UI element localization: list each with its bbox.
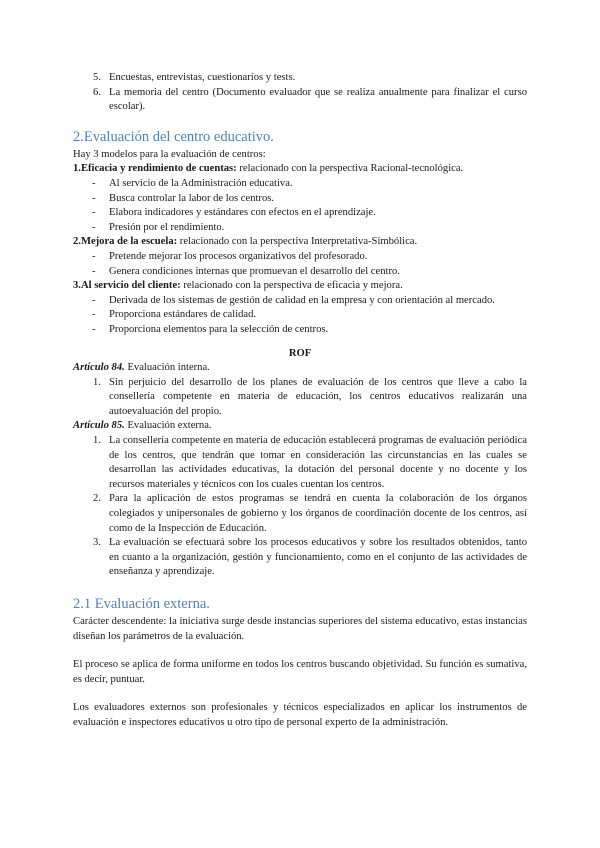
model-heading (73, 162, 527, 177)
model-heading (73, 235, 527, 250)
model-title: 1.Eficacia y rendimiento de cuentas: (73, 163, 237, 175)
page-content (73, 71, 527, 731)
section-heading: 2.1 Evaluación externa. (73, 596, 210, 612)
bullet-item (73, 294, 527, 309)
article-label: Artículo 84. (73, 362, 125, 374)
section-intro: Hay 3 modelos para la evaluación de centros: (73, 148, 266, 160)
list-text: La consellería competente en materia de educación establecerá programas de evaluación periódica de los centros, que tendrán que tomar en consideración las circunstancias en las cuales se desarrollan las actividades educativas, la dotación del personal docente y no docente y los recursos materiales y técnicos con los cuales cuentan los centros. (109, 435, 527, 490)
list-text: Para la aplicación de estos programas se tendrá en cuenta la colaboración de los órganos colegiados y unipersonales de gobierno y los órganos de coordinación docente de los centros, así como de la Inspección de Educación. (109, 493, 527, 534)
list-text: Encuestas, entrevistas, cuestionarios y tests. (109, 72, 296, 83)
dash-bullet: - (92, 192, 96, 204)
list-number: 1. (93, 435, 101, 447)
list-item (73, 71, 527, 86)
dash-bullet: - (92, 294, 96, 306)
list-item (73, 492, 527, 536)
list-number: 5. (93, 72, 101, 83)
model-title: 2.Mejora de la escuela: (73, 236, 178, 248)
dash-bullet: - (92, 265, 96, 277)
list-item (73, 536, 527, 580)
article-label: Artículo 85. (73, 420, 125, 432)
bullet-text: Al servicio de la Administración educativa. (109, 177, 293, 189)
model-title: 3.Al servicio del cliente: (73, 280, 181, 292)
bullet-item (73, 323, 527, 338)
list-text: La evaluación se efectuará sobre los procesos educativos y sobre los resultados obtenidos, tanto en cuanto a la organización, gestión y funcionamiento, como en el conjunto de las actividades de enseñanza y aprendizaje. (109, 537, 527, 578)
paragraph-gap (73, 644, 527, 658)
dash-bullet: - (92, 250, 96, 262)
bullet-item (73, 177, 527, 192)
list-number: 3. (93, 537, 101, 549)
bullet-text: Pretende mejorar los procesos organizativos del profesorado. (109, 250, 368, 262)
bullet-item (73, 206, 527, 221)
paragraph-gap (73, 687, 527, 701)
bullet-text: Busca controlar la labor de los centros. (109, 192, 275, 204)
list-number: 1. (93, 376, 101, 388)
paragraph: El proceso se aplica de forma uniforme en todos los centros buscando objetividad. Su función es sumativa, es decir, puntuar. (73, 659, 527, 685)
list-item (73, 434, 527, 492)
list-item (73, 376, 527, 420)
model-description: relacionado con la perspectiva de eficacia y mejora. (180, 280, 403, 292)
article-title: Evaluación externa. (124, 420, 212, 432)
dash-bullet: - (92, 221, 96, 233)
bullet-item (73, 192, 527, 207)
list-item (73, 86, 527, 115)
article-title: Evaluación interna. (124, 362, 210, 374)
bullet-item (73, 308, 527, 323)
list-number: 6. (93, 86, 101, 98)
section-heading: 2.Evaluación del centro educativo. (73, 128, 274, 145)
dash-bullet: - (92, 323, 96, 335)
article-heading (73, 361, 527, 376)
list-text: La memoria del centro (Documento evaluador que se realiza anualmente para finalizar el curso escolar). (109, 86, 527, 113)
bullet-text: Presión por el rendimiento. (109, 221, 225, 233)
article-heading (73, 419, 527, 434)
model-description: relacionado con la perspectiva Racional-tecnológica. (236, 163, 464, 175)
model-description: relacionado con la perspectiva Interpretativa-Simbólica. (177, 236, 418, 248)
bullet-item (73, 265, 527, 280)
bullet-text: Derivada de los sistemas de gestión de calidad en la empresa y con orientación al mercado. (109, 294, 495, 306)
bullet-text: Genera condiciones internas que promuevan el desarrollo del centro. (109, 265, 400, 277)
bullet-item (73, 221, 527, 236)
dash-bullet: - (92, 177, 96, 189)
model-heading (73, 279, 527, 294)
paragraph: Carácter descendente: la iniciativa surge desde instancias superiores del sistema educativo, estas instancias diseñan los parámetros de la evaluación. (73, 616, 527, 642)
rof-title: ROF (288, 347, 312, 359)
dash-bullet: - (92, 309, 96, 321)
bullet-item (73, 250, 527, 265)
bullet-text: Proporciona estándares de calidad. (109, 309, 257, 321)
bullet-text: Proporciona elementos para la selección de centros. (109, 323, 329, 335)
bullet-text: Elabora indicadores y estándares con efectos en el aprendizaje. (109, 207, 376, 219)
list-text: Sin perjuicio del desarrollo de los planes de evaluación de los centros que lleve a cabo la consellería competente en materia de educación, los centros educativos realizarán una autoevaluación del propio. (109, 376, 527, 417)
dash-bullet: - (92, 207, 96, 219)
paragraph: Los evaluadores externos son profesionales y técnicos especializados en aplicar los instrumentos de evaluación e inspectores educativos u otro tipo de personal experto de la administración. (73, 702, 527, 728)
list-number: 2. (93, 493, 101, 505)
